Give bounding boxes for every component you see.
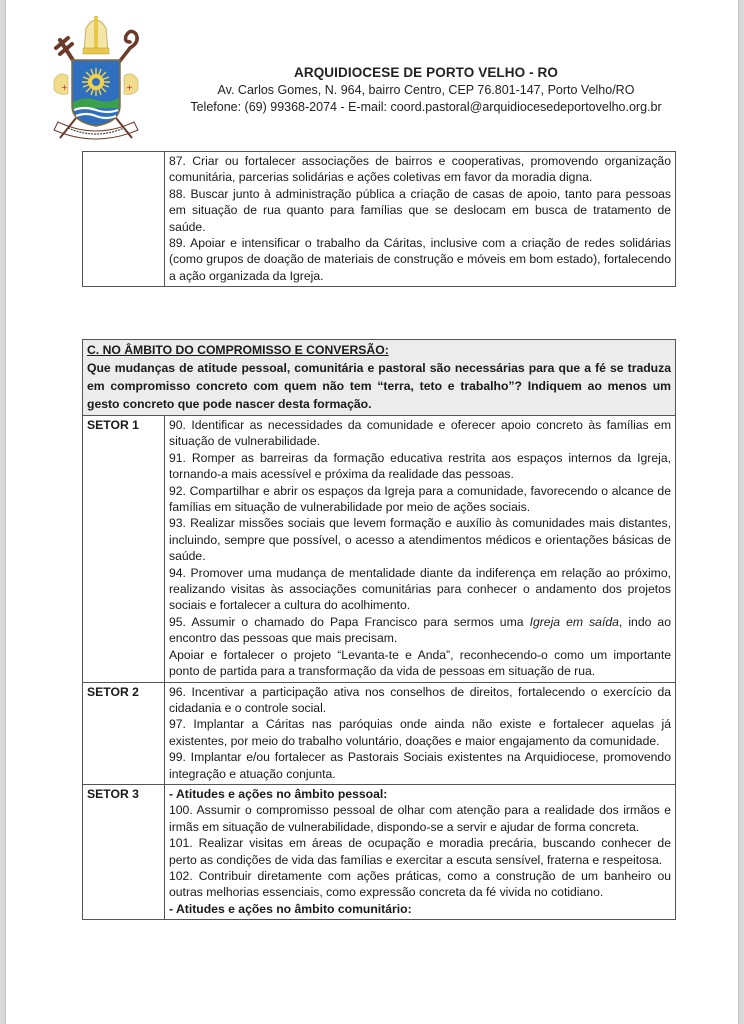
table-row-setor-2 [83,682,676,784]
proposal-item: 87. Criar ou fortalecer associações de bairros e cooperativas, promovendo organização comunitária, parcerias solidárias e ações coletivas em favor da moradia digna. [169,154,671,185]
proposal-emphasis: Igreja em saída [529,614,619,629]
proposal-item: Apoiar e fortalecer o projeto “Levanta-te e Anda”, reconhecendo-o como um importante ponto de partida para a transformação da vida de pessoas em situação de rua. [169,647,671,679]
letterhead [166,64,686,116]
section-title: C. NO ÂMBITO DO COMPROMISSO E CONVERSÃO: [87,343,389,357]
proposal-item: 91. Romper as barreiras da formação educativa restrita aos espaços internos da Igreja, tornando-a mais acessível e próxima da realidade das pessoas. [169,450,671,482]
table-row-setor-3 [83,784,676,919]
subheading-community: - Atitudes e ações no âmbito comunitário: [169,901,412,916]
subheading-personal: - Atitudes e ações no âmbito pessoal: [169,786,388,801]
proposal-item-95 [169,614,671,647]
sector-label-cell [83,152,165,287]
archdiocese-coat-of-arms-icon [46,10,146,140]
proposal-item: 96. Incentivar a participação ativa nos conselhos de direitos, fortalecendo o exercício da cidadania e o controle social. [169,684,671,715]
proposal-item: 102. Contribuir diretamente com ações práticas, como a construção de um banheiro ou outras melhorias essenciais, como expressão concreta da fé vivida no cotidiano. [169,868,671,900]
proposal-item: 100. Assumir o compromisso pessoal de olhar com atenção para a realidade dos irmãos e irmãs em situação de vulnerabilidade, dispondo-se a servir e ajudar de forma concreta. [169,803,671,834]
proposal-item: 97. Implantar a Cáritas nas paróquias onde ainda não existe e fortalecer aquelas já existentes, por meio do trabalho voluntário, doações e maior engajamento da comunidade. [169,717,671,748]
svg-text:+: + [126,83,133,92]
svg-text:+: + [61,83,68,92]
sector-label: SETOR 1 [83,416,165,683]
organization-name: ARQUIDIOCESE DE PORTO VELHO - RO [294,65,558,80]
proposal-item: 93. Realizar missões sociais que levem formação e auxílio às comunidades mais distantes, incluindo, sempre que possível, o acesso a atendimentos médicos e orientações básicas de saúde. [169,516,671,564]
table-row-setor-1 [83,416,676,683]
proposal-item: 94. Promover uma mudança de mentalidade diante da indiferença em relação ao próximo, realizando visitas às associações comunitárias para conhecer o andamento dos projetos sociais e fortalecer a cultura do acolhimento. [169,565,671,613]
table-row [83,152,676,287]
section-header-cell [83,340,676,416]
proposal-item: 88. Buscar junto à administração pública a criação de casas de apoio, tanto para pessoas em situação de rua quanto para famílias que se deslocam em busca de tratamento de saúde. [169,186,671,234]
proposals-cell [165,152,676,287]
proposals-cell [165,784,676,919]
section-header-row [83,340,676,416]
organization-address: Av. Carlos Gomes, N. 964, bairro Centro, CEP 76.801-147, Porto Velho/RO [217,83,635,97]
proposal-item: 89. Apoiar e intensificar o trabalho da Cáritas, inclusive com a criação de redes solidárias (como grupos de doação de materiais de construção e móveis em bom estado), fortalecendo a ação organizada da Igreja. [169,236,671,283]
section-question: Que mudanças de atitude pessoal, comunitária e pastoral são necessárias para que a fé se traduza em compromisso concreto com quem não tem “terra, teto e trabalho”? Indiquem ao menos um gesto concreto que pode nascer desta formação. [87,361,671,411]
proposal-item: 90. Identificar as necessidades da comunidade e oferecer apoio concreto às famílias em situação de vulnerabilidade. [169,418,671,449]
proposal-text: , indo ao encontro das pessoas que mais precisam. [169,614,671,646]
proposal-text: 95. Assumir o chamado do Papa Francisco para sermos uma [169,614,530,629]
proposals-cell [165,682,676,784]
organization-contact: Telefone: (69) 99368-2074 - E-mail: coord.pastoral@arquidiocesedeportovelho.org.br [190,100,662,114]
sector-label: SETOR 2 [83,682,165,784]
proposal-item: 92. Compartilhar e abrir os espaços da Igreja para a comunidade, favorecendo o alcance de famílias em situação de vulnerabilidade por meio de ações sociais. [169,483,671,515]
sector-label: SETOR 3 [83,784,165,919]
proposal-item: 99. Implantar e/ou fortalecer as Pastorais Sociais existentes na Arquidiocese, promovendo integração e atuação conjunta. [169,750,671,781]
proposal-item: 101. Realizar visitas em áreas de ocupação e moradia precária, buscando conhecer de perto as condições de vida das famílias e exercitar a escuta sensível, fraterna e respeitosa. [169,836,671,867]
continued-proposals-table [82,151,676,287]
proposals-cell [165,416,676,683]
section-c-table [82,339,676,920]
document-page [6,0,738,1024]
